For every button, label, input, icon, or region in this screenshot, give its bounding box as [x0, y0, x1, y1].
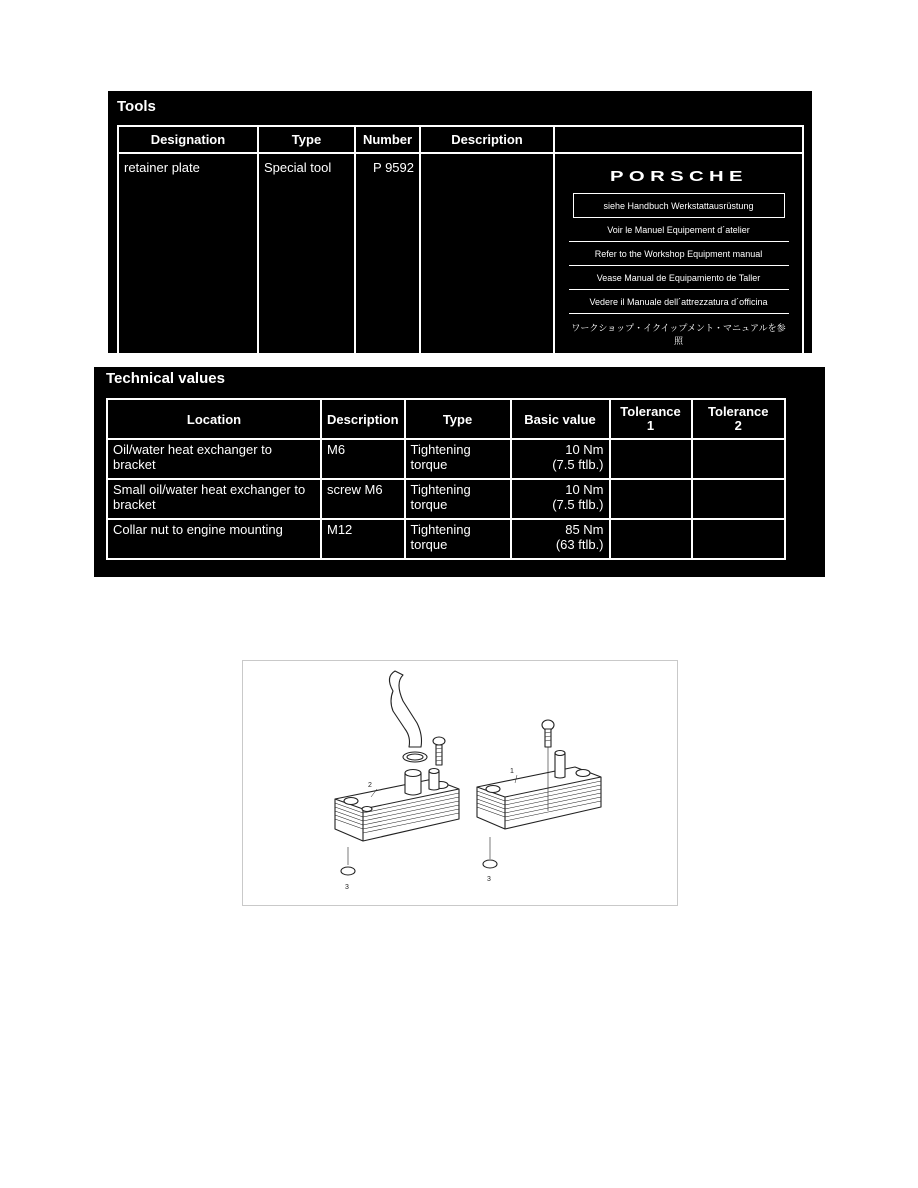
row-description: screw M6 [321, 479, 405, 519]
tool-number: P 9592 [355, 153, 420, 354]
tools-panel [108, 91, 812, 353]
table-row [107, 479, 785, 519]
reference-line-fr: Voir le Manuel Equipement d´atelier [569, 218, 789, 242]
basic-value-ftlb: (7.5 ftlb.) [552, 497, 604, 512]
basic-value-ftlb: (7.5 ftlb.) [552, 457, 604, 472]
row-location: Small oil/water heat exchanger to bracket [107, 479, 321, 519]
basic-value-ftlb: (63 ftlb.) [555, 537, 604, 552]
row-location: Collar nut to engine mounting [107, 519, 321, 559]
row-type: Tightening torque [405, 439, 511, 479]
header-number: Number [355, 126, 420, 153]
technical-values-panel [94, 367, 825, 577]
heat-exchanger-large [335, 671, 459, 875]
reference-line-es: Vease Manual de Equipamiento de Taller [569, 266, 789, 290]
reference-line-de: siehe Handbuch Werkstattausrüstung [573, 193, 785, 218]
basic-value-nm: 10 Nm [565, 482, 604, 497]
table-row [107, 519, 785, 559]
header-description: Description [420, 126, 554, 153]
callout-3-left: 3 [345, 884, 349, 891]
header-tolerance-2: Tolerance 2 [692, 399, 785, 439]
tools-row [118, 153, 803, 354]
row-location: Oil/water heat exchanger to bracket [107, 439, 321, 479]
porsche-logo: PORSCHE [609, 168, 748, 185]
row-basic-value [511, 479, 610, 519]
heat-exchanger-drawing [243, 661, 677, 905]
basic-value-nm: 85 Nm [565, 522, 604, 537]
tool-type: Special tool [258, 153, 355, 354]
reference-line-en: Refer to the Workshop Equipment manual [569, 242, 789, 266]
header-reference [554, 126, 803, 153]
tools-header-row [118, 126, 803, 153]
callout-3-right: 3 [487, 876, 491, 883]
row-description: M12 [321, 519, 405, 559]
tools-title: Tools [117, 98, 156, 115]
row-tolerance-2 [692, 479, 785, 519]
header-type: Type [258, 126, 355, 153]
header-type: Type [405, 399, 511, 439]
row-tolerance-1 [610, 479, 692, 519]
header-basic-value: Basic value [511, 399, 610, 439]
callout-2: 2 [368, 782, 372, 789]
reference-line-it: Vedere il Manuale dell´attrezzatura d´officina [569, 290, 789, 314]
row-type: Tightening torque [405, 519, 511, 559]
row-tolerance-1 [610, 519, 692, 559]
table-row [107, 439, 785, 479]
row-tolerance-2 [692, 519, 785, 559]
heat-exchanger-small [477, 720, 601, 868]
technical-values-title: Technical values [106, 370, 225, 387]
tools-table [117, 125, 804, 355]
header-location: Location [107, 399, 321, 439]
tool-designation: retainer plate [118, 153, 258, 354]
header-designation: Designation [118, 126, 258, 153]
callout-1: 1 [510, 768, 514, 775]
header-tolerance-1: Tolerance 1 [610, 399, 692, 439]
tech-body [107, 439, 785, 559]
row-basic-value [511, 519, 610, 559]
row-basic-value [511, 439, 610, 479]
row-description: M6 [321, 439, 405, 479]
basic-value-nm: 10 Nm [565, 442, 604, 457]
technical-values-table [106, 398, 786, 560]
tech-header-row [107, 399, 785, 439]
porsche-reference [569, 168, 789, 353]
row-tolerance-2 [692, 439, 785, 479]
reference-line-ja: ワークショップ・イクイップメント・マニュアルを参照 [571, 323, 786, 346]
row-tolerance-1 [610, 439, 692, 479]
tool-reference-cell [554, 153, 803, 354]
heat-exchanger-illustration [242, 660, 678, 906]
header-description: Description [321, 399, 405, 439]
row-type: Tightening torque [405, 479, 511, 519]
